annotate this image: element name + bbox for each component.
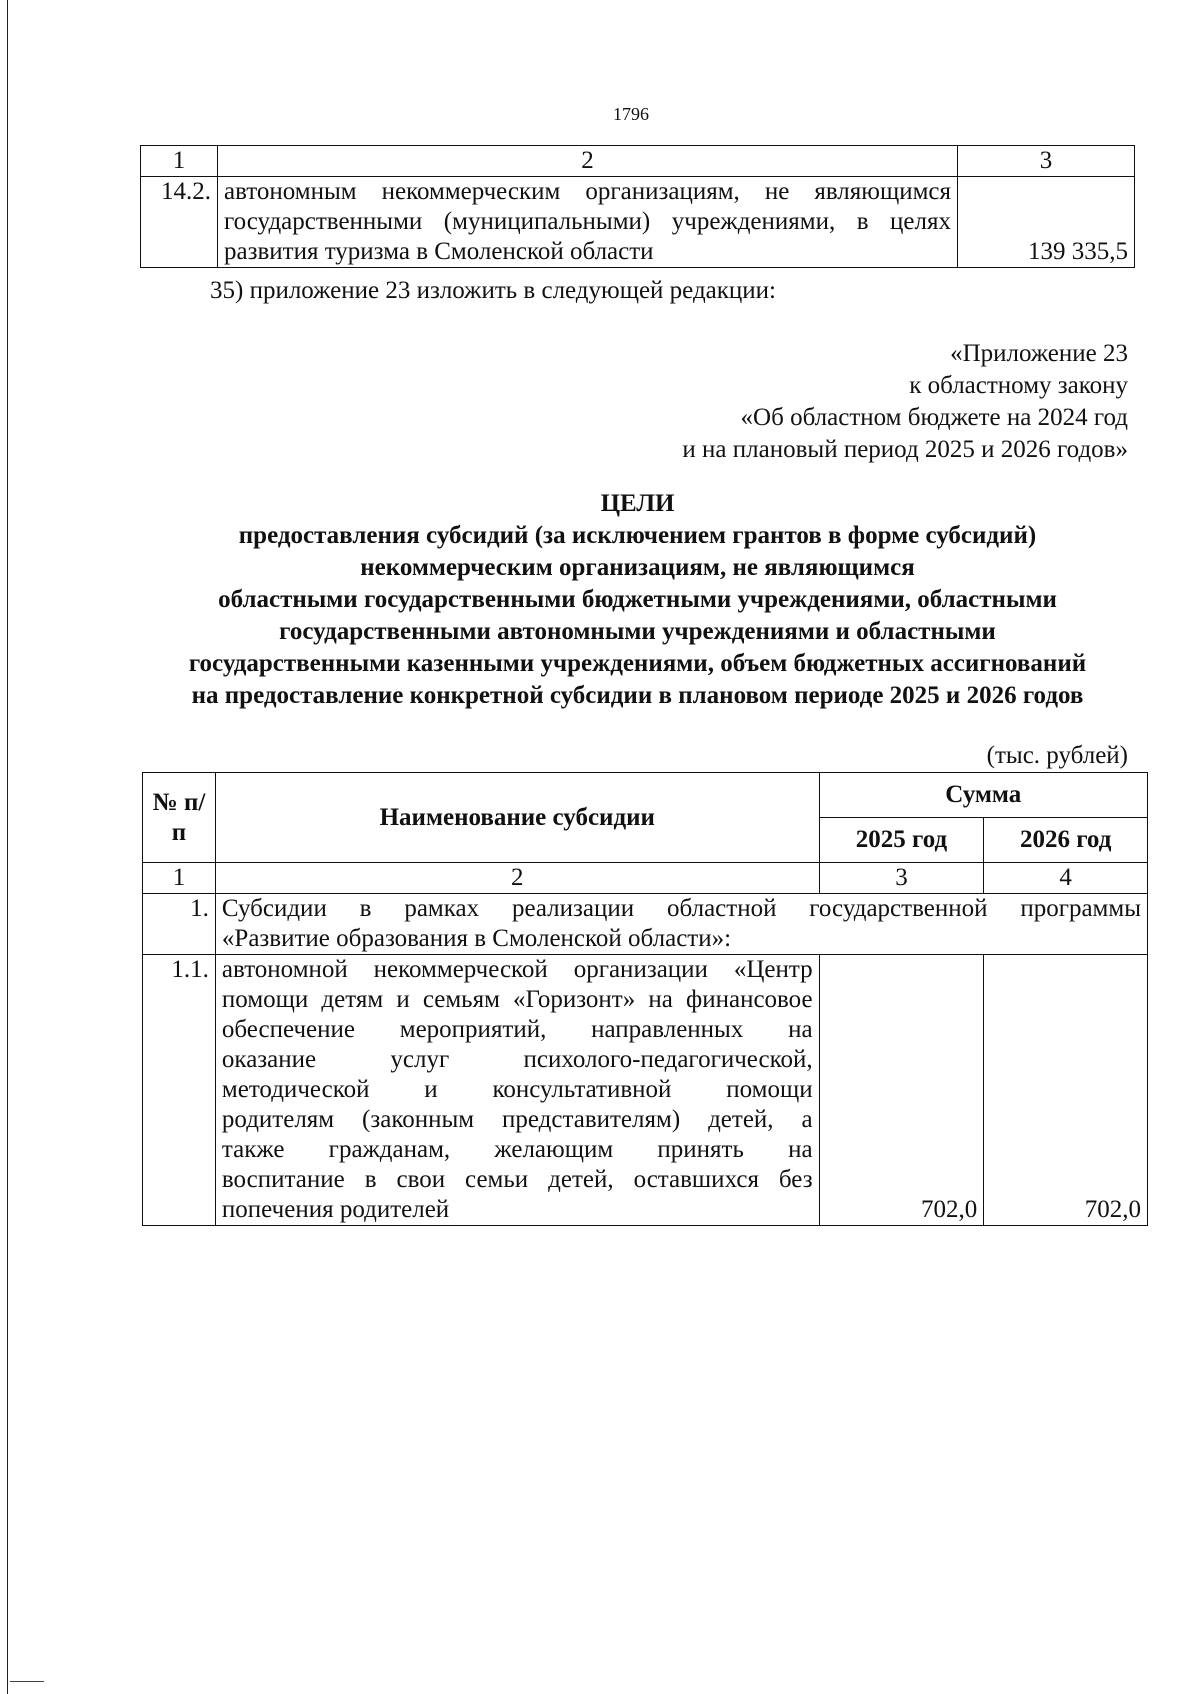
column-number: 4 — [984, 863, 1148, 894]
annex-line: «Об областном бюджете на 2024 год — [740, 404, 1128, 431]
annex-line: к областному закону — [909, 372, 1128, 399]
header-2026: 2026 год — [984, 818, 1148, 863]
bottom-edge-mark — [10, 1681, 44, 1682]
description-line: государственными (муниципальными) учреждениями, в целях — [224, 208, 951, 235]
column-number: 1 — [143, 863, 216, 894]
row-number: 1.1. — [143, 955, 216, 1226]
description-line: автономной некоммерческой организации «Центр — [221, 956, 813, 983]
row-description — [215, 955, 819, 1226]
left-edge-line — [7, 0, 8, 1694]
title-line: областными государственными бюджетными учреждениями, областными — [218, 586, 1057, 613]
section-number: 1. — [143, 894, 216, 955]
section-line: «Развитие образования в Смоленской области»: — [221, 925, 732, 952]
header-number: № п/п — [143, 773, 216, 863]
column-number: 2 — [215, 863, 819, 894]
description-line: воспитание в свои семьи детей, оставшихся без — [221, 1166, 813, 1193]
description-line: помощи детям и семьям «Горизонт» на финансовое — [221, 986, 813, 1013]
table-header-row — [143, 773, 1148, 818]
column-number: 3 — [819, 863, 984, 894]
title-line: предоставления субсидий (за исключением грантов в форме субсидий) — [238, 522, 1037, 549]
description-line: автономным некоммерческим организациям, не являющимся — [224, 178, 951, 205]
header-name: Наименование субсидии — [215, 773, 819, 863]
description-line: развития туризма в Смоленской области — [224, 238, 654, 265]
annex-reference — [682, 338, 1128, 466]
header-sum: Сумма — [819, 773, 1147, 818]
title-line: государственными автономными учреждениями и областными — [279, 618, 996, 645]
column-number-row — [143, 863, 1148, 894]
subsidy-table — [142, 772, 1148, 1226]
header-2025: 2025 год — [819, 818, 984, 863]
page-number: 1796 — [613, 104, 649, 124]
table-row — [141, 177, 1135, 268]
amendment-note: 35) приложение 23 изложить в следующей редакции: — [210, 277, 776, 304]
title-line: некоммерческим организациям, не являющимся — [360, 554, 915, 581]
header-cell: 3 — [958, 146, 1135, 177]
row-number: 14.2. — [141, 177, 218, 268]
amount-2025: 702,0 — [819, 955, 984, 1226]
units-label: (тыс. рублей) — [986, 742, 1128, 769]
title-line: на предоставление конкретной субсидии в плановом периоде 2025 и 2026 годов — [191, 682, 1084, 709]
title-line: государственными казенными учреждениями, объем бюджетных ассигнований — [188, 650, 1087, 677]
description-line: методической и консультативной помощи — [221, 1076, 813, 1103]
description-line: также гражданам, желающим принять на — [221, 1136, 813, 1163]
section-line: Субсидии в рамках реализации областной государственной программы — [221, 895, 1141, 922]
title-heading: ЦЕЛИ — [600, 490, 675, 517]
section-title — [215, 894, 1147, 955]
table-row — [143, 955, 1148, 1226]
description-line: попечения родителей — [221, 1196, 450, 1223]
annex-line: «Приложение 23 — [950, 340, 1128, 367]
description-line: обеспечение мероприятий, направленных на — [221, 1016, 813, 1043]
description-line: оказание услуг психолого-педагогической, — [221, 1046, 813, 1073]
document-title — [140, 488, 1135, 712]
section-row — [143, 894, 1148, 955]
header-cell: 1 — [141, 146, 218, 177]
previous-table-header-row — [141, 146, 1135, 177]
row-amount: 139 335,5 — [958, 177, 1135, 268]
row-description — [218, 177, 958, 268]
header-cell: 2 — [218, 146, 958, 177]
annex-line: и на плановый период 2025 и 2026 годов» — [682, 436, 1128, 463]
description-line: родителям (законным представителям) детей, а — [221, 1106, 813, 1133]
amount-2026: 702,0 — [984, 955, 1148, 1226]
previous-table — [140, 145, 1135, 268]
